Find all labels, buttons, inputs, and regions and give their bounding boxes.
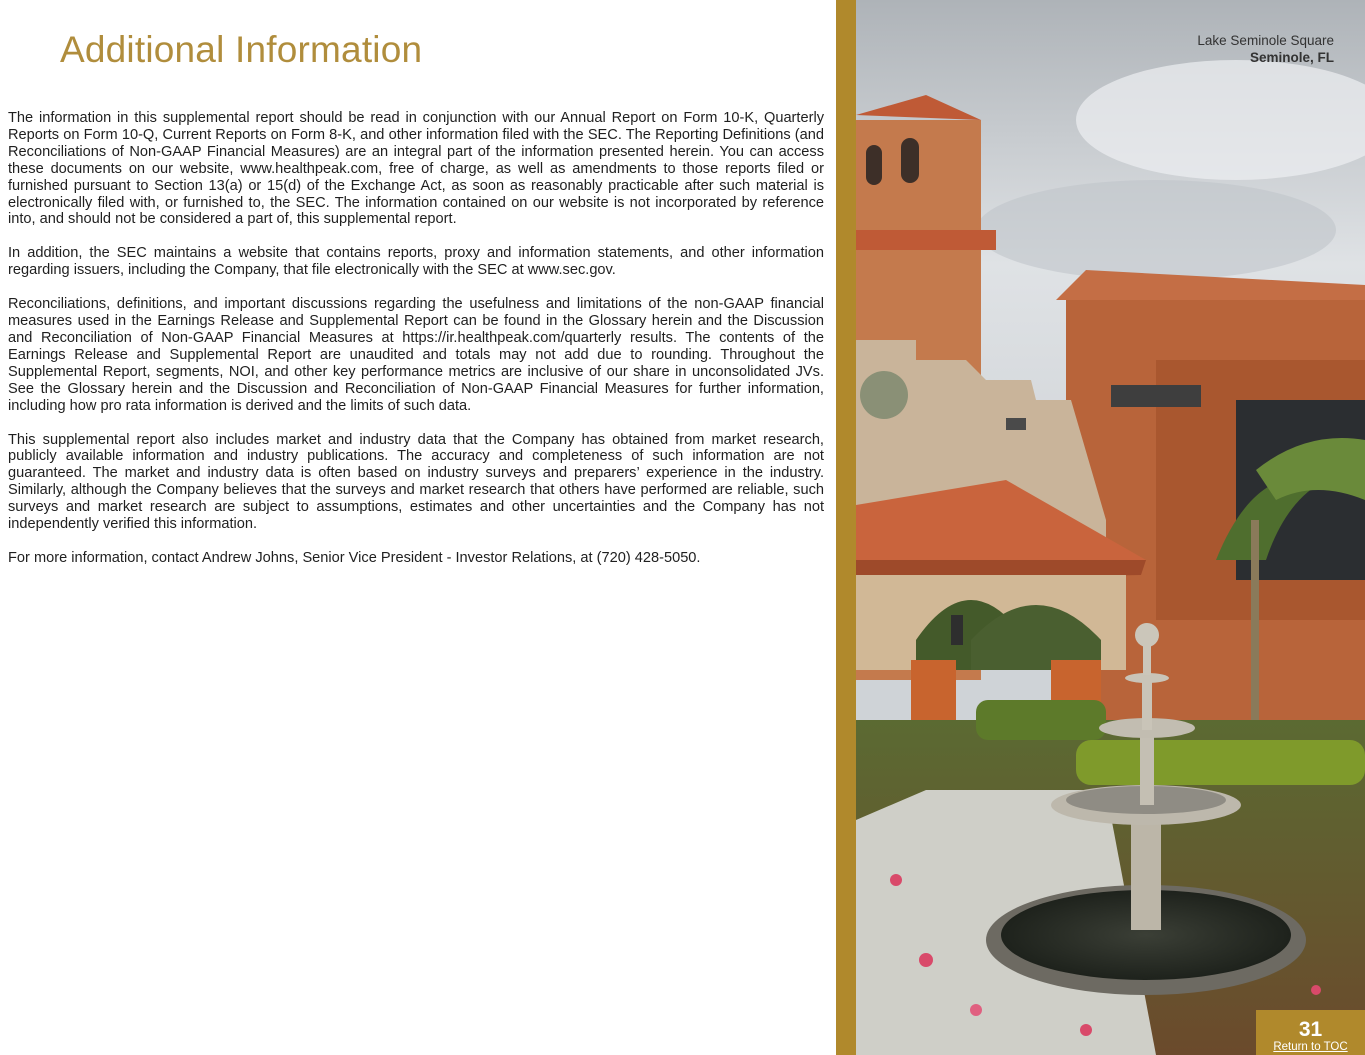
page-number: 31 <box>1298 1018 1323 1041</box>
return-to-toc-link[interactable]: Return to TOC <box>1273 1041 1348 1053</box>
property-photo <box>856 0 1365 1055</box>
body-text <box>8 110 824 584</box>
page-tag <box>1256 1010 1365 1055</box>
caption-location: Seminole, FL <box>1249 50 1334 65</box>
paragraph-contact: For more information, contact Andrew Johns, Senior Vice President - Investor Relations, at (720) 428-5050. <box>8 549 701 566</box>
photo-caption <box>1197 32 1334 66</box>
page-title: Additional Information <box>60 28 423 70</box>
caption-property-name: Lake Seminole Square <box>1197 33 1334 48</box>
paragraph-report-references: The information in this supplemental report should be read in conjunction with our Annual Report on Form 10-K, Quarterly Reports on Form 10-Q, Current Reports on Form 8-K, and other information filed with the SEC. The Reporting Definitions (and Reconciliations of Non-GAAP Financial Measures) are an integral part of the information presented herein. You can access these documents on our website, www.healthpeak.com, free of charge, as well as amendments to those reports filed or furnished pursuant to Section 13(a) or 15(d) of the Exchange Act, as soon as reasonably practicable after such material is electronically filed with, or furnished to, the SEC. The information contained on our website is not incorporated by reference into, and should not be considered a part of, this supplemental report. <box>8 110 824 228</box>
paragraph-sec-website: In addition, the SEC maintains a website that contains reports, proxy and information statements, and other information regarding issuers, including the Company, that file electronically with the SEC at www.sec.gov. <box>8 245 824 279</box>
paragraph-non-gaap: Reconciliations, definitions, and important discussions regarding the usefulness and limitations of the non-GAAP financial measures used in the Earnings Release and Supplemental Report can be found in the Glossary herein and the Discussion and Reconciliation of Non-GAAP Financial Measures at https://ir.healthpeak.com/quarterly results. The contents of the Earnings Release and Supplemental Report are unaudited and totals may not add due to rounding. Throughout the Supplemental Report, segments, NOI, and other key performance metrics are inclusive of our share in unconsolidated JVs. See the Glossary herein and the Discussion and Reconciliation of Non-GAAP Financial Measures for further information, including how pro rata information is derived and the limits of such data. <box>8 296 824 414</box>
gold-divider-bar <box>836 0 856 1055</box>
paragraph-market-data: This supplemental report also includes market and industry data that the Company has obtained from market research, publicly available information and industry publications. The accuracy and completeness of such information are not guaranteed. The market and industry data is often based on industry surveys and preparers’ experience in the industry. Similarly, although the Company believes that the surveys and market research that others have performed are reliable, such surveys and market research are subject to assumptions, estimates and other uncertainties and the Company has not independently verified this information. <box>8 431 824 533</box>
